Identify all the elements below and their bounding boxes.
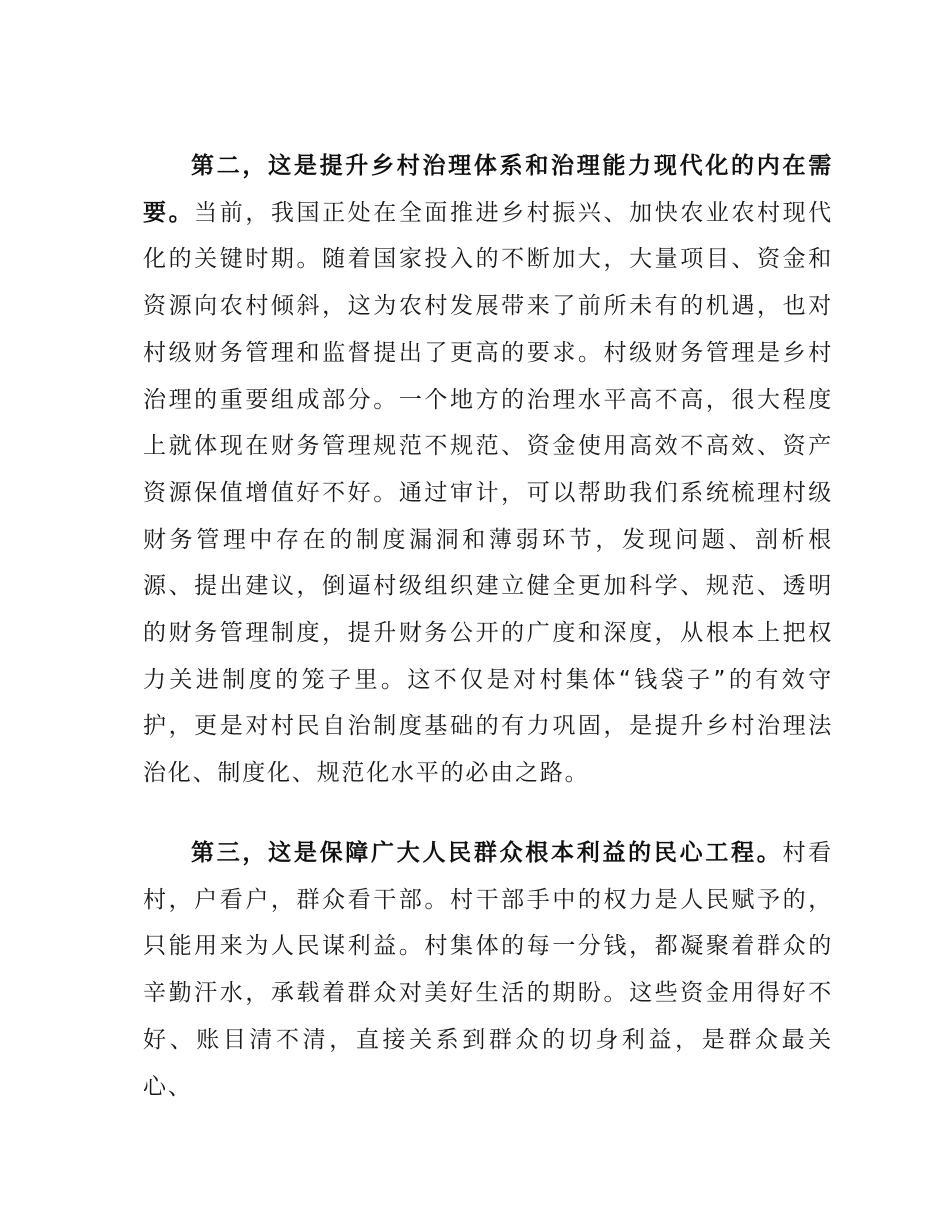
paragraph-heading: 第二，这是提升乡村治理体系和治理能力现代化的内在需要。 bbox=[143, 153, 833, 226]
paragraph-second-point bbox=[143, 143, 833, 797]
paragraph-body: 村看村，户看户，群众看干部。村干部手中的权力是人民赋予的，只能用来为人民谋利益。村集体的每一分钱，都凝聚着群众的辛勤汗水，承载着群众对美好生活的期盼。这些资金用得好不好、账目清不清，直接关系到群众的切身利益，是群众最关心、 bbox=[143, 840, 833, 1100]
paragraph-body: 当前，我国正处在全面推进乡村振兴、加快农业农村现代化的关键时期。随着国家投入的不断加大，大量项目、资金和资源向农村倾斜，这为农村发展带来了前所未有的机遇，也对村级财务管理和监督提出了更高的要求。村级财务管理是乡村治理的重要组成部分。一个地方的治理水平高不高，很大程度上就体现在财务管理规范不规范、资金使用高效不高效、资产资源保值增值好不好。通过审计，可以帮助我们系统梳理村级财务管理中存在的制度漏洞和薄弱环节，发现问题、剖析根源、提出建议，倒逼村级组织建立健全更加科学、规范、透明的财务管理制度，提升财务公开的广度和深度，从根本上把权力关进制度的笼子里。这不仅是对村集体“钱袋子”的有效守护，更是对村民自治制度基础的有力巩固，是提升乡村治理法治化、制度化、规范化水平的必由之路。 bbox=[143, 199, 833, 787]
paragraph-heading: 第三，这是保障广大人民群众根本利益的民心工程。 bbox=[191, 840, 783, 866]
paragraph-third-point bbox=[143, 830, 833, 1110]
